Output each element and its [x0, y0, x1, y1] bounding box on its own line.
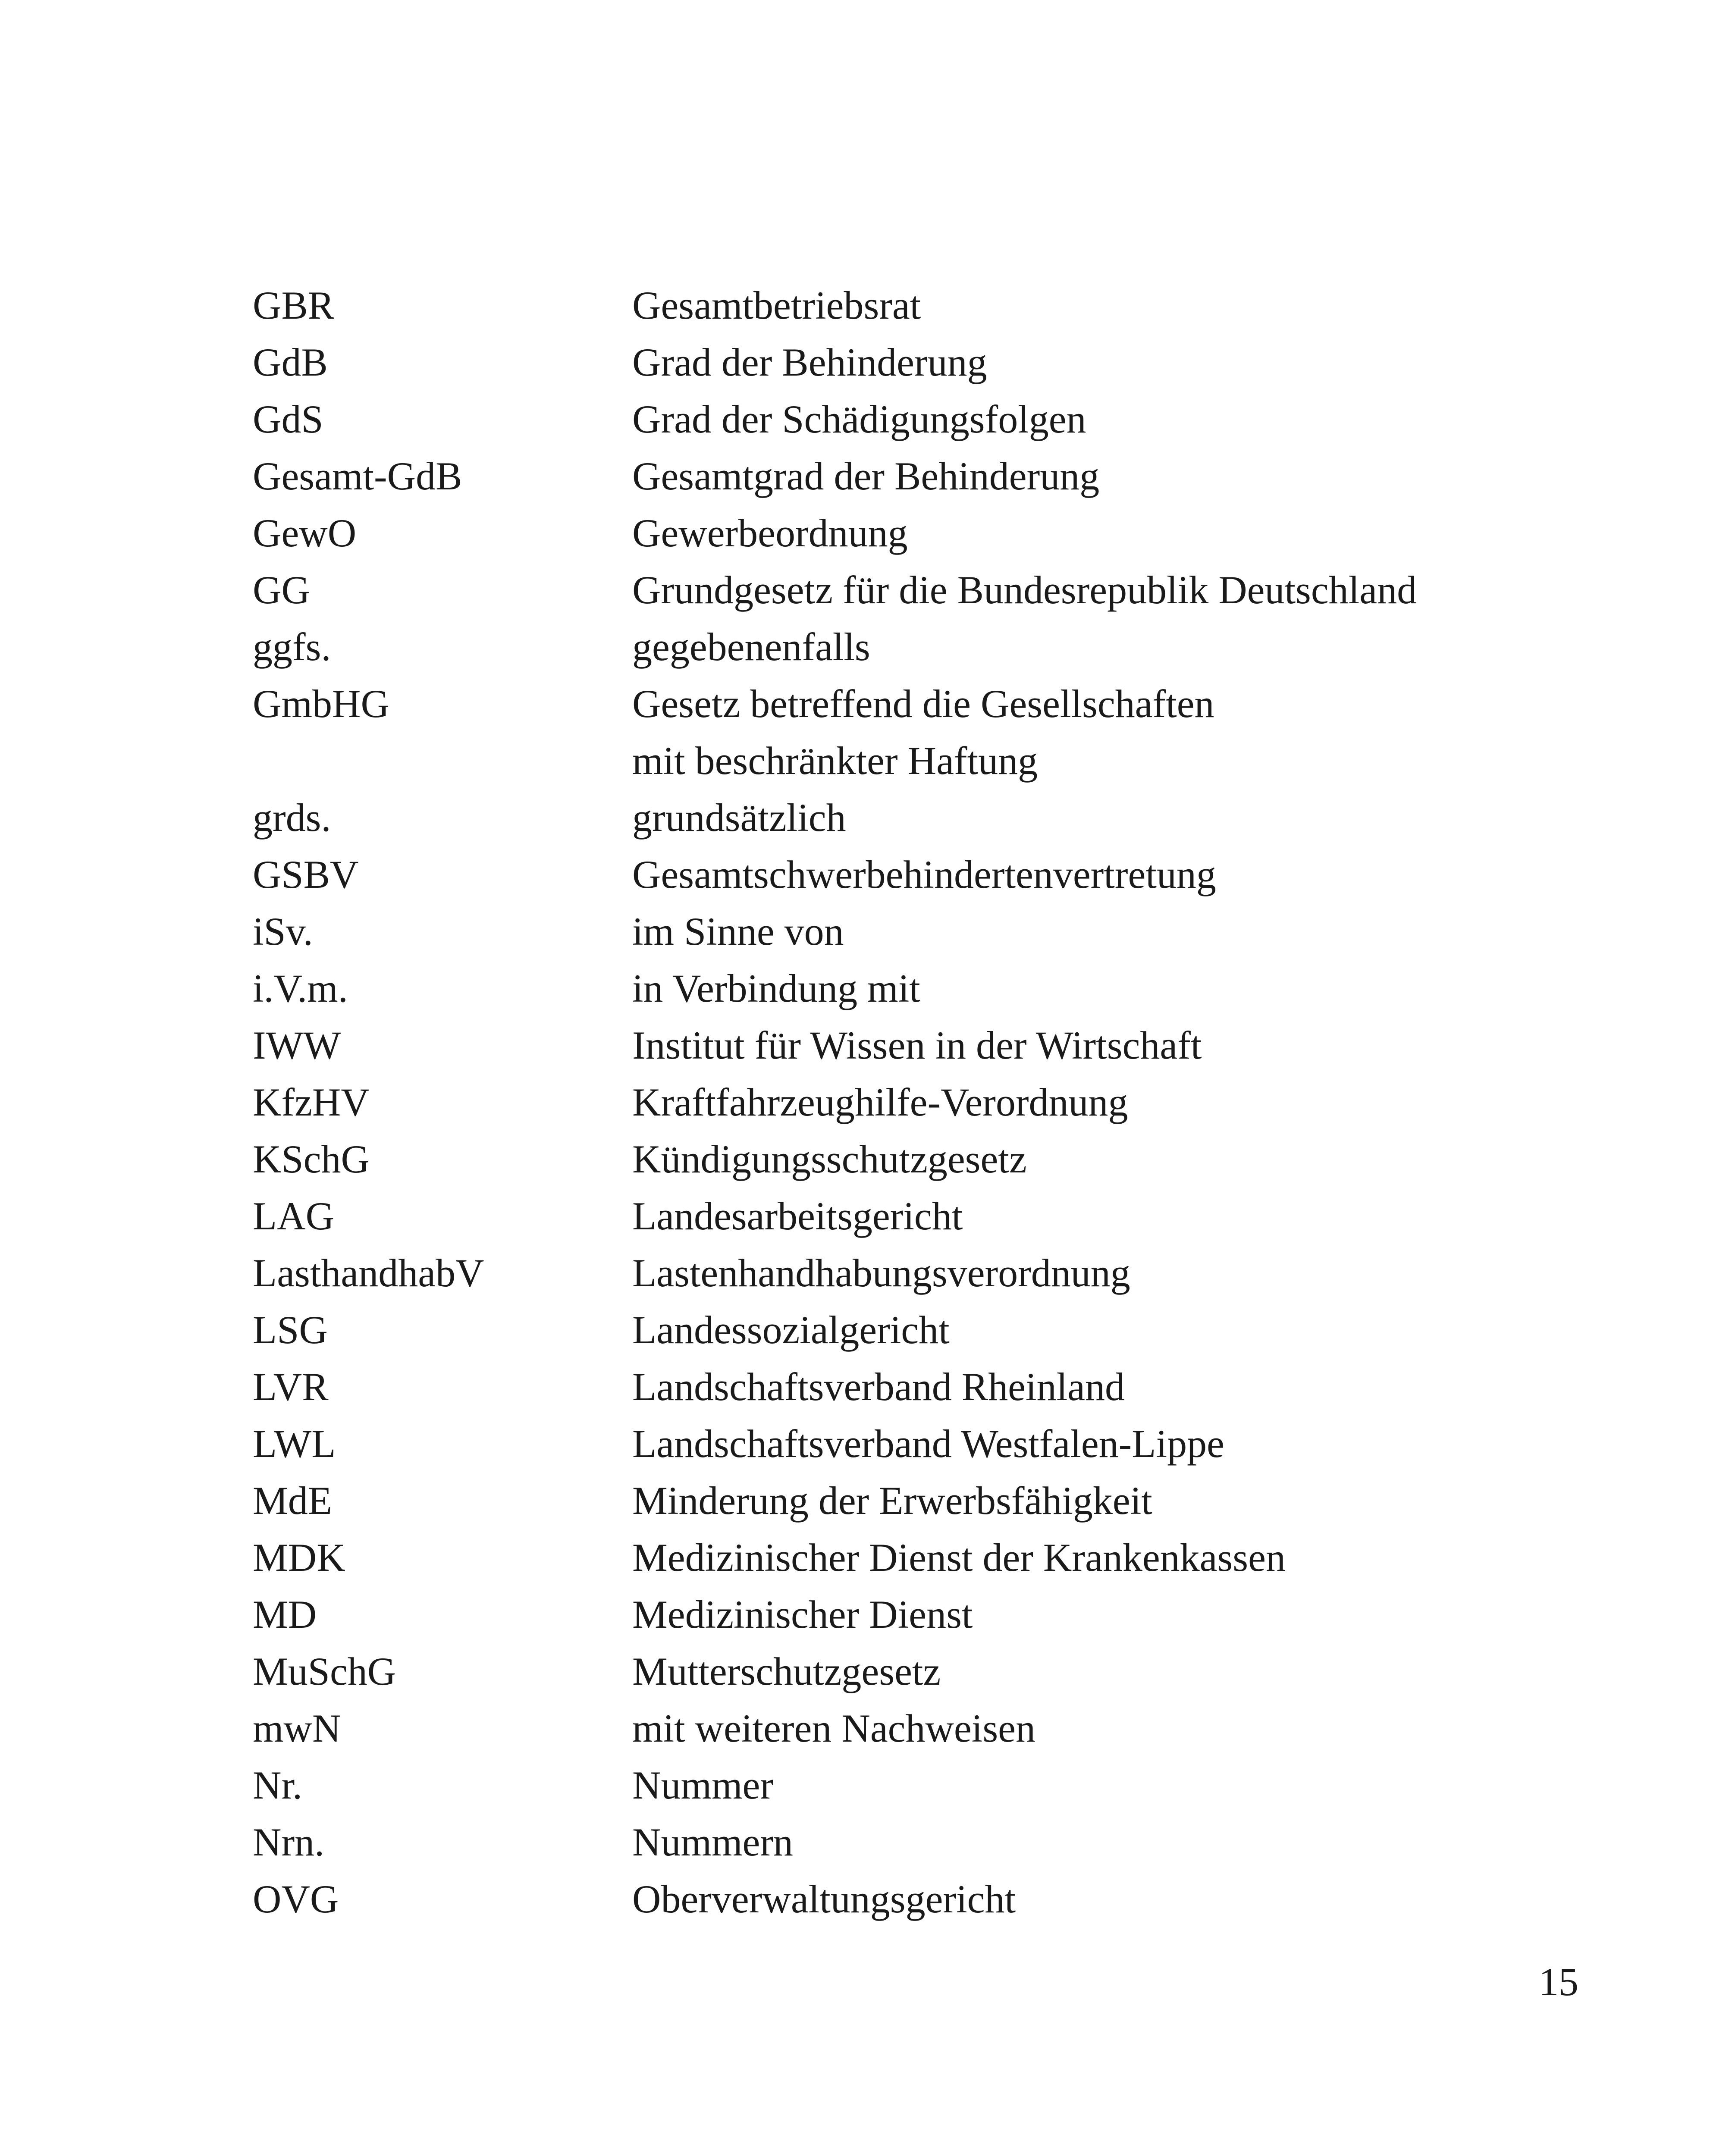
abbreviation-row [253, 1188, 1547, 1244]
abbreviation-row [253, 675, 1547, 732]
abbreviation-definition: Mutterschutzgesetz [632, 1649, 941, 1693]
abbreviation-row [253, 1472, 1547, 1529]
abbreviation-definition: Kündigungsschutzgesetz [632, 1137, 1027, 1181]
abbreviation-row [253, 391, 1547, 448]
abbreviation-definition: Nummer [632, 1763, 774, 1807]
abbreviation-row [253, 846, 1547, 903]
abbreviation-row [253, 789, 1547, 846]
abbreviation-definition: grundsätzlich [632, 796, 846, 840]
abbreviation-definition: Landschaftsverband Rheinland [632, 1365, 1125, 1409]
abbreviation-row [253, 277, 1547, 334]
abbreviation-row [253, 1643, 1547, 1700]
abbreviation-row [253, 1586, 1547, 1643]
abbreviation-term: LWL [253, 1422, 336, 1466]
abbreviation-definition: Gesetz betreffend die Gesellschaften [632, 682, 1214, 726]
abbreviation-definition: Institut für Wissen in der Wirtschaft [632, 1023, 1202, 1067]
abbreviation-definition: Gesamtgrad der Behinderung [632, 454, 1100, 498]
abbreviation-term: MuSchG [253, 1649, 396, 1693]
abbreviation-row [253, 1301, 1547, 1358]
abbreviation-term: GSBV [253, 852, 359, 896]
abbreviation-definition: Grundgesetz für die Bundesrepublik Deutschland [632, 568, 1417, 612]
abbreviation-term: Nr. [253, 1763, 302, 1807]
abbreviation-row [253, 1358, 1547, 1415]
abbreviation-definition: Landessozialgericht [632, 1308, 950, 1352]
abbreviation-term: Nrn. [253, 1820, 325, 1864]
abbreviation-term: ggfs. [253, 625, 331, 669]
abbreviation-term: Gesamt-GdB [253, 454, 462, 498]
abbreviation-definition: gegebenenfalls [632, 625, 870, 669]
abbreviation-row [253, 1074, 1547, 1131]
abbreviation-definition: Landschaftsverband Westfalen-Lippe [632, 1422, 1224, 1466]
abbreviation-row [253, 1757, 1547, 1814]
abbreviation-term: KfzHV [253, 1080, 370, 1124]
abbreviation-definition: Kraftfahrzeughilfe-Verordnung [632, 1080, 1128, 1124]
abbreviation-definition: Gesamtbetriebsrat [632, 283, 921, 327]
abbreviation-term: LVR [253, 1365, 329, 1409]
abbreviation-definition-continued: mit beschränkter Haftung [632, 739, 1038, 783]
abbreviation-row [253, 618, 1547, 675]
abbreviation-row [253, 1017, 1547, 1074]
abbreviation-term: LasthandhabV [253, 1251, 484, 1295]
abbreviation-row [253, 505, 1547, 561]
abbreviation-term: i.V.m. [253, 966, 348, 1010]
abbreviation-definition: im Sinne von [632, 909, 844, 953]
abbreviation-term: OVG [253, 1877, 339, 1921]
abbreviation-term: LAG [253, 1194, 335, 1238]
abbreviation-definition: Grad der Schädigungsfolgen [632, 397, 1086, 441]
abbreviation-row [253, 1529, 1547, 1586]
abbreviation-definition: in Verbindung mit [632, 966, 920, 1010]
abbreviation-definition: Medizinischer Dienst der Krankenkassen [632, 1536, 1286, 1579]
abbreviation-list [253, 277, 1547, 1927]
abbreviation-term: MdE [253, 1479, 332, 1523]
abbreviation-term: GewO [253, 511, 357, 555]
abbreviation-definition: Grad der Behinderung [632, 340, 987, 384]
abbreviation-row [253, 1244, 1547, 1301]
abbreviation-row [253, 561, 1547, 618]
abbreviation-term: GdB [253, 340, 328, 384]
abbreviation-definition: Landesarbeitsgericht [632, 1194, 963, 1238]
abbreviation-row [253, 1131, 1547, 1188]
abbreviation-term: grds. [253, 796, 331, 840]
abbreviation-definition: Oberverwaltungsgericht [632, 1877, 1016, 1921]
abbreviation-row [253, 334, 1547, 391]
abbreviation-definition: Minderung der Erwerbsfähigkeit [632, 1479, 1152, 1523]
abbreviation-definition: Nummern [632, 1820, 794, 1864]
abbreviation-definition: Medizinischer Dienst [632, 1592, 973, 1636]
page-number: 15 [1539, 1960, 1578, 2004]
abbreviation-term: KSchG [253, 1137, 370, 1181]
abbreviation-term: GG [253, 568, 310, 612]
abbreviation-term: iSv. [253, 909, 313, 953]
abbreviation-definition: Lastenhandhabungsverordnung [632, 1251, 1130, 1295]
abbreviation-row [253, 960, 1547, 1017]
abbreviation-row [253, 448, 1547, 505]
abbreviation-definition: Gewerbeordnung [632, 511, 908, 555]
abbreviation-row [253, 1871, 1547, 1927]
abbreviation-term: IWW [253, 1023, 341, 1067]
abbreviation-term: GBR [253, 283, 335, 327]
abbreviation-term: mwN [253, 1706, 341, 1750]
abbreviation-row [253, 1700, 1547, 1757]
abbreviation-row [253, 1814, 1547, 1871]
abbreviation-row [253, 903, 1547, 960]
abbreviation-term: GmbHG [253, 682, 389, 726]
abbreviation-term: MD [253, 1592, 317, 1636]
abbreviation-definition: Gesamtschwerbehindertenvertretung [632, 852, 1216, 896]
abbreviation-term: MDK [253, 1536, 345, 1579]
abbreviation-term: LSG [253, 1308, 328, 1352]
abbreviation-row [253, 1415, 1547, 1472]
abbreviation-row-continuation [253, 732, 1547, 789]
abbreviation-term: GdS [253, 397, 323, 441]
abbreviation-definition: mit weiteren Nachweisen [632, 1706, 1035, 1750]
